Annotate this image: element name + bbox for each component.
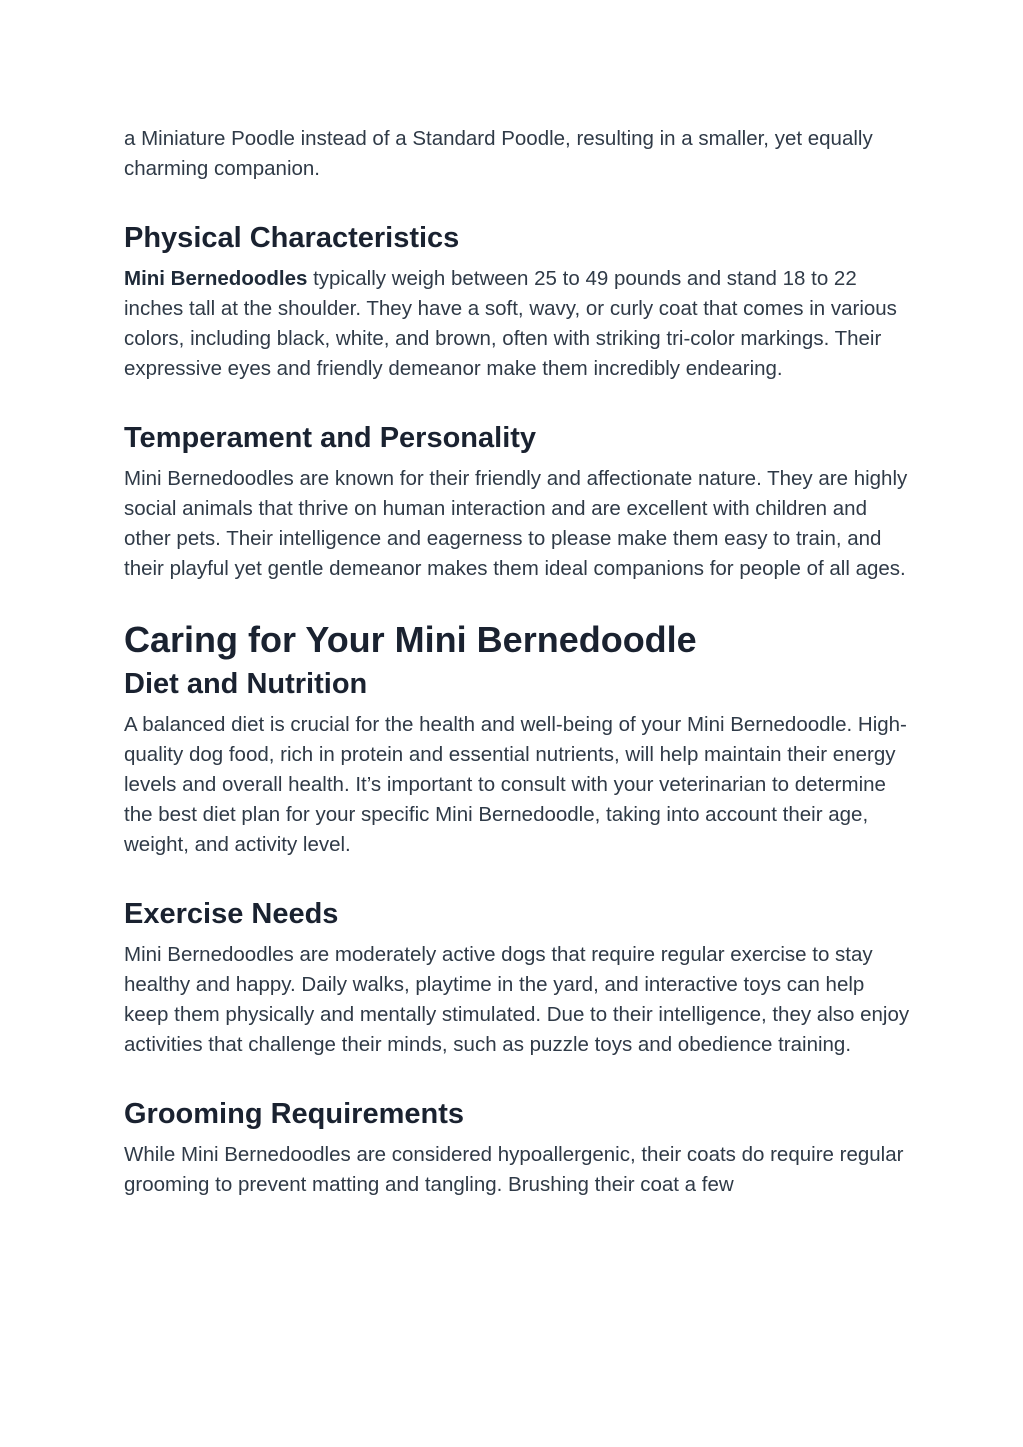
grooming-heading: Grooming Requirements bbox=[124, 1098, 464, 1130]
exercise-paragraph: Mini Bernedoodles are moderately active dogs that require regular exercise to stay healthy and happy. Daily walks, playtime in the yard, and interactive toys can help keep them physically and mentally stimulated. Due to their intelligence, they also enjoy activities that challenge their minds, such as puzzle toys and obedience training. bbox=[124, 943, 910, 1056]
diet-paragraph: A balanced diet is crucial for the health and well-being of your Mini Bernedoodle. High-quality dog food, rich in protein and essential nutrients, will help maintain their energy levels and overall health. It’s important to consult with your veterinarian to determine the best diet plan for your specific Mini Bernedoodle, taking into account their age, weight, and activity level. bbox=[124, 713, 907, 856]
diet-heading: Diet and Nutrition bbox=[124, 668, 368, 700]
mini-bernedoodles-bold-term: Mini Bernedoodles bbox=[124, 267, 308, 290]
exercise-heading: Exercise Needs bbox=[124, 898, 339, 930]
document-page bbox=[124, 124, 914, 1200]
temperament-paragraph: Mini Bernedoodles are known for their friendly and affectionate nature. They are highly social animals that thrive on human interaction and are excellent with children and other pets. Their intelligence and eagerness to please make them easy to train, and their playful yet gentle demeanor makes them ideal companions for people of all ages. bbox=[124, 467, 908, 580]
temperament-heading: Temperament and Personality bbox=[124, 422, 537, 454]
caring-section-heading: Caring for Your Mini Bernedoodle bbox=[124, 619, 697, 660]
physical-characteristics-paragraph bbox=[124, 264, 914, 384]
grooming-paragraph: While Mini Bernedoodles are considered hypoallergenic, their coats do require regular grooming to prevent matting and tangling. Brushing their coat a few bbox=[124, 1143, 904, 1196]
physical-characteristics-heading: Physical Characteristics bbox=[124, 222, 460, 254]
physical-characteristics-text: typically weigh between 25 to 49 pounds and stand 18 to 22 inches tall at the shoulder. They have a soft, wavy, or curly coat that comes in various colors, including black, white, and brown, often with striking tri-color markings. Their expressive eyes and friendly demeanor make them incredibly endearing. bbox=[124, 267, 897, 380]
intro-paragraph: a Miniature Poodle instead of a Standard Poodle, resulting in a smaller, yet equally charming companion. bbox=[124, 127, 873, 180]
